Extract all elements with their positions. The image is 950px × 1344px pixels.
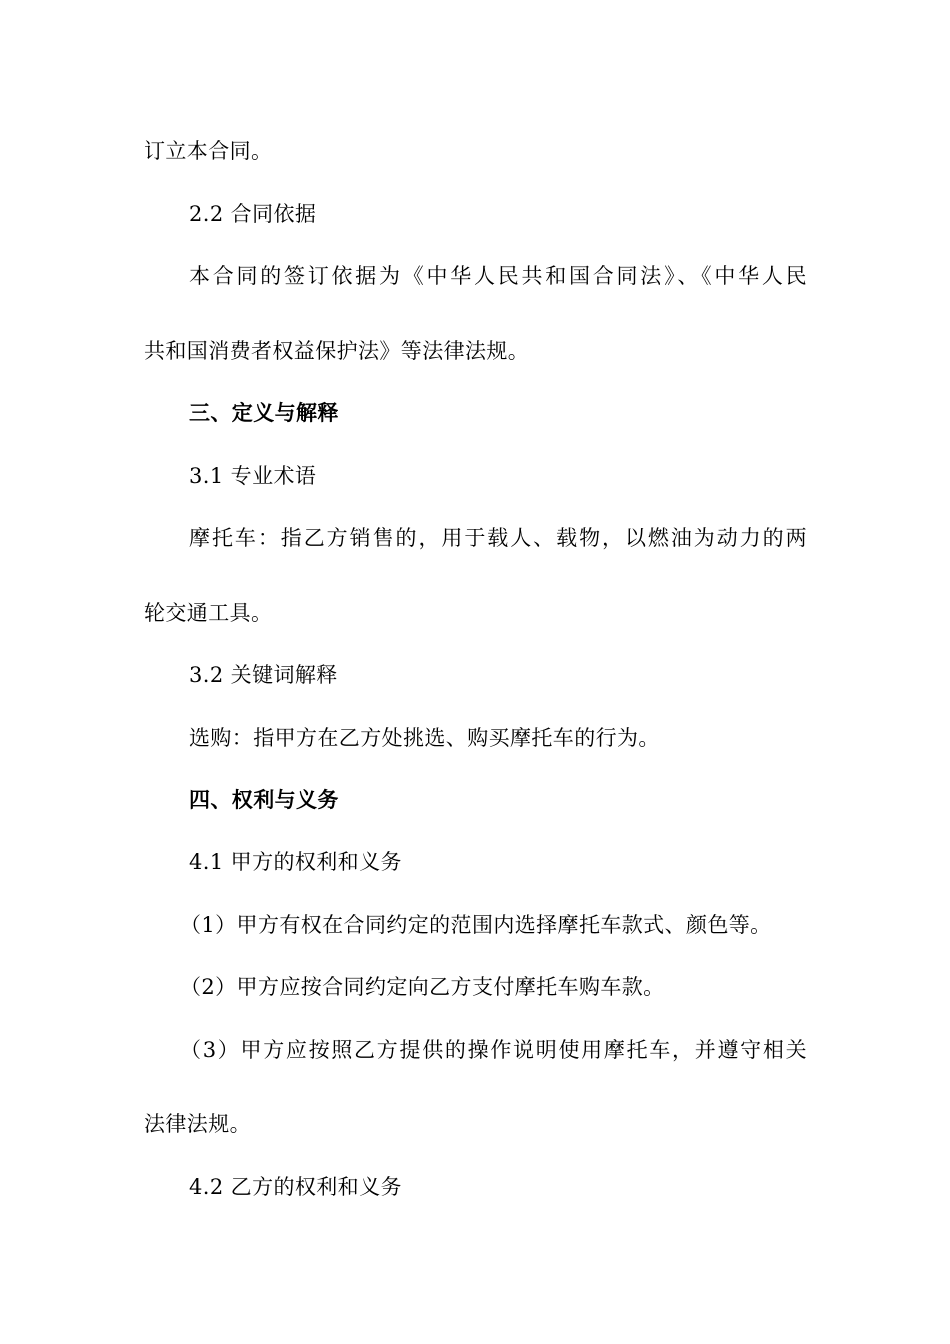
section-heading-2-2: 2.2 合同依据 — [189, 202, 317, 226]
list-item: （1）甲方有权在合同约定的范围内选择摩托车款式、颜色等。 — [180, 913, 772, 937]
list-item: （3）甲方应按照乙方提供的操作说明使用摩托车，并遵守相关 — [180, 1038, 807, 1062]
paragraph-line: 轮交通工具。 — [144, 601, 273, 625]
paragraph-line: 法律法规。 — [144, 1112, 251, 1136]
section-heading-3-1: 3.1 专业术语 — [189, 464, 317, 488]
section-heading-4-2: 4.2 乙方的权利和义务 — [189, 1175, 402, 1199]
section-heading-3-2: 3.2 关键词解释 — [189, 663, 338, 687]
chapter-heading-3: 三、定义与解释 — [189, 400, 339, 425]
chapter-heading-4: 四、权利与义务 — [189, 787, 339, 812]
text-line: 订立本合同。 — [144, 139, 273, 163]
paragraph-line: 共和国消费者权益保护法》等法律法规。 — [144, 339, 530, 363]
list-item: （2）甲方应按合同约定向乙方支付摩托车购车款。 — [180, 975, 665, 999]
section-heading-4-1: 4.1 甲方的权利和义务 — [189, 850, 402, 874]
paragraph-line: 本合同的签订依据为《中华人民共和国合同法》、《中华人民 — [189, 264, 807, 288]
paragraph-line: 选购：指甲方在乙方处挑选、购买摩托车的行为。 — [189, 726, 660, 750]
paragraph-line: 摩托车：指乙方销售的，用于载人、载物，以燃油为动力的两 — [189, 526, 807, 550]
